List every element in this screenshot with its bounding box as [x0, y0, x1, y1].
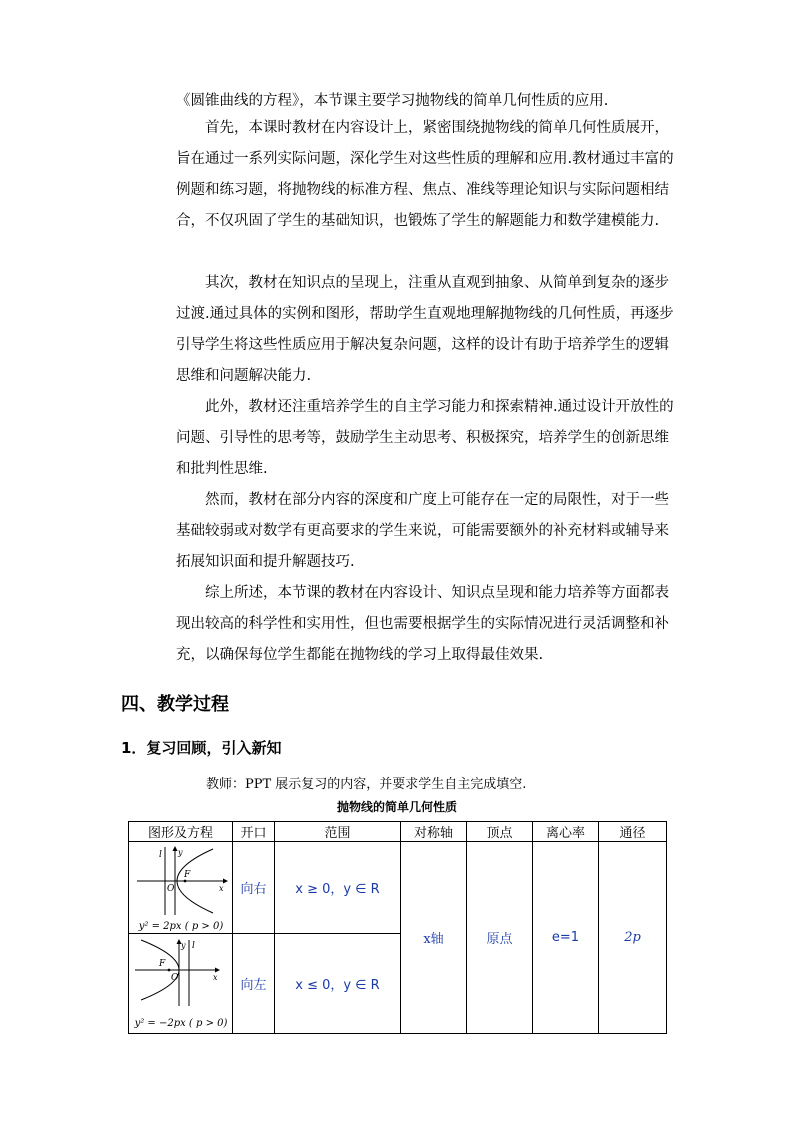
equation-left: y² = −2px ( p > 0) [134, 1017, 227, 1029]
header-eccentricity: 离心率 [533, 822, 599, 842]
opening-right: 向右 [233, 842, 275, 934]
equation-right: y² = 2px ( p > 0) [138, 920, 223, 932]
table-caption: 抛物线的简单几何性质 [336, 800, 457, 814]
table-row-right [129, 842, 667, 934]
figure-cell-right [129, 842, 233, 934]
header-axis: 对称轴 [401, 822, 467, 842]
paragraph-1: 首先，本课时教材在内容设计上，紧密围绕抛物线的简单几何性质展开，旨在通过一系列实际问题，深化学生对这些性质的理解和应用.教材通过丰富的例题和练习题，将抛物线的标准方程、焦点、准线等理论知识与实际问题相结合，不仅巩固了学生的基础知识，也锻炼了学生的解题能力和数学建模能力. [176, 120, 674, 229]
figure-cell-left [129, 934, 233, 1034]
eccentricity-cell: e=1 [533, 842, 599, 1034]
vertex-cell: 原点 [467, 842, 533, 1034]
label-O: O [166, 883, 174, 894]
label-O-left: O [170, 972, 178, 983]
label-F: F [183, 869, 190, 880]
label-x-left: x [212, 972, 218, 982]
paragraph-5: 综上所述，本节课的教材在内容设计、知识点呈现和能力培养等方面都表现出较高的科学性和实用性，但也需要根据学生的实际情况进行灵活调整和补充，以确保每位学生都能在抛物线的学习上取得最佳效果. [176, 585, 669, 663]
label-y: y [177, 847, 183, 857]
parabola-left-figure [131, 936, 231, 1032]
label-x: x [218, 883, 224, 893]
intro-line: 《圆锥曲线的方程》，本节课主要学习抛物线的简单几何性质的应用. [176, 93, 609, 109]
latus-rectum-cell: 2p [599, 842, 667, 1034]
label-F-left: F [158, 958, 165, 969]
header-latus-rectum: 通径 [599, 822, 667, 842]
header-range: 范围 [275, 822, 401, 842]
header-opening: 开口 [233, 822, 275, 842]
table-header-row [129, 822, 667, 842]
label-l: l [158, 849, 162, 860]
header-vertex: 顶点 [467, 822, 533, 842]
header-figure: 图形及方程 [129, 822, 233, 842]
paragraph-2: 其次，教材在知识点的呈现上，注重从直观到抽象、从简单到复杂的逐步过渡.通过具体的实例和图形，帮助学生直观地理解抛物线的几何性质，再逐步引导学生将这些性质应用于解决复杂问题，这样的设计有助于培养学生的逻辑思维和问题解决能力. [176, 275, 674, 384]
paragraph-4: 然而，教材在部分内容的深度和广度上可能存在一定的局限性，对于一些基础较弱或对数学有更高要求的学生来说，可能需要额外的补充材料或辅导来拓展知识面和提升解题技巧. [176, 492, 669, 570]
parabola-right-figure [131, 843, 231, 933]
range-right: x ≥ 0，y ∈ R [275, 842, 401, 934]
axis-cell: x轴 [401, 842, 467, 1034]
label-l-left: l [191, 940, 195, 951]
range-left: x ≤ 0，y ∈ R [275, 934, 401, 1034]
section-heading: 四、教学过程 [121, 694, 229, 715]
instruction-text: 教师：PPT 展示复习的内容，并要求学生自主完成填空. [206, 777, 527, 792]
opening-left: 向左 [233, 934, 275, 1034]
label-y-left: y [180, 940, 186, 950]
paragraph-3: 此外，教材还注重培养学生的自主学习能力和探索精神.通过设计开放性的问题、引导性的思考等，鼓励学生主动思考、积极探究，培养学生的创新思维和批判性思维. [176, 399, 674, 477]
properties-table [128, 821, 667, 1034]
subheading: 1．复习回顾，引入新知 [121, 739, 282, 757]
